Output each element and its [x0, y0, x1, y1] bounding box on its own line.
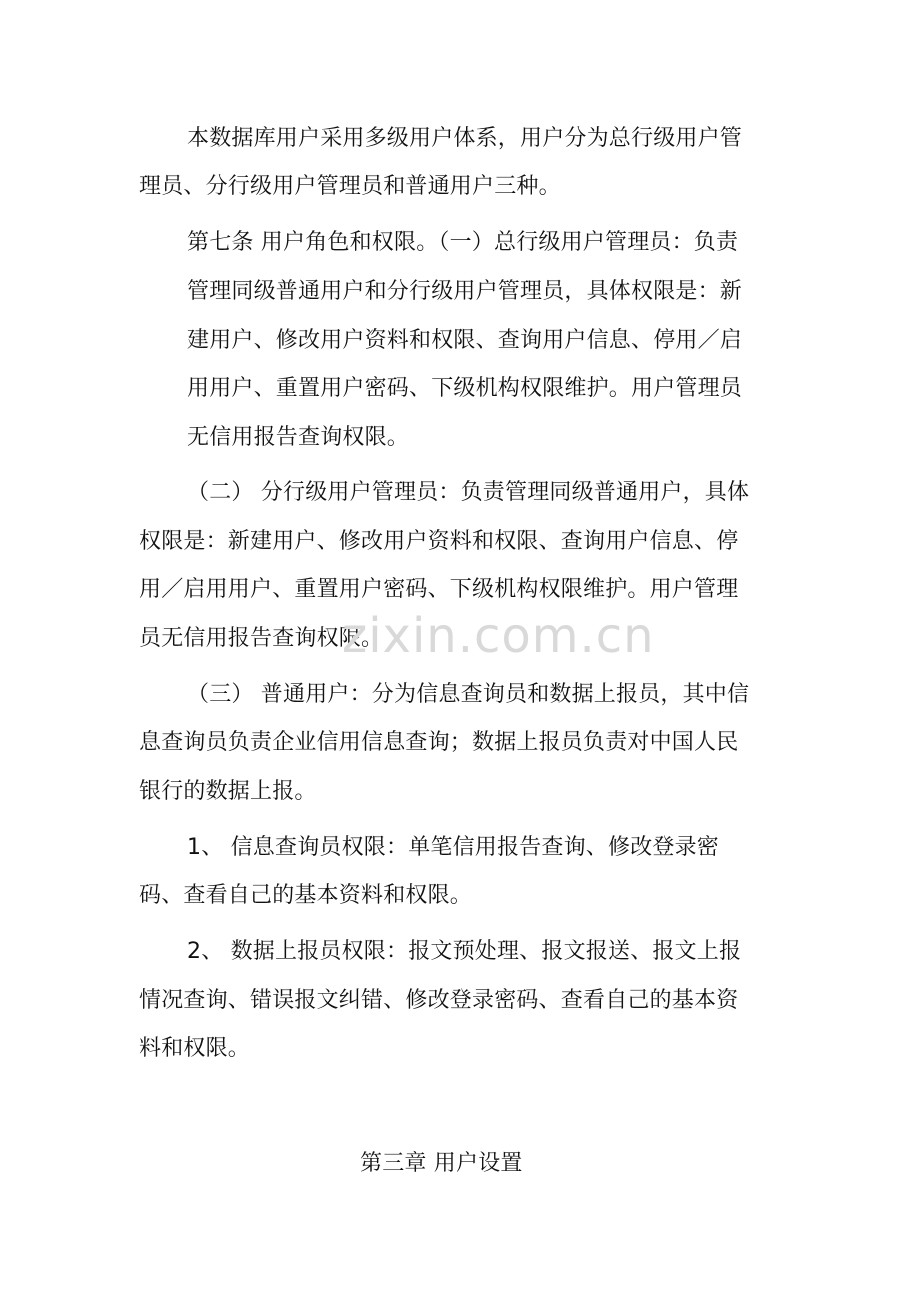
- item-1-line-1: 1、 信息查询员权限：单笔信用报告查询、修改登录密: [187, 835, 719, 860]
- chapter-title: 第三章 用户设置: [360, 1151, 523, 1176]
- section-3-line-2: 息查询员负责企业信用信息查询；数据上报员负责对中国人民: [139, 730, 739, 755]
- article-7-line-4: 用用户、重置用户密码、下级机构权限维护。用户管理员: [187, 376, 743, 401]
- article-7-line-1: 第七条 用户角色和权限。（一）总行级用户管理员：负责: [187, 230, 739, 255]
- article-7-line-5: 无信用报告查询权限。: [187, 425, 410, 450]
- article-7-line-3: 建用户、修改用户资料和权限、查询用户信息、停用／启: [187, 328, 743, 353]
- item-2-line-3: 料和权限。: [139, 1036, 251, 1061]
- item-2-line-1: 2、 数据上报员权限：报文预处理、报文报送、报文上报: [187, 939, 742, 964]
- section-2-line-3: 用／启用用户、重置用户密码、下级机构权限维护。用户管理: [139, 577, 739, 602]
- section-2-line-2: 权限是：新建用户、修改用户资料和权限、查询用户信息、停: [139, 529, 739, 554]
- paragraph-line-2: 理员、分行级用户管理员和普通用户三种。: [139, 174, 561, 199]
- item-2-line-2: 情况查询、错误报文纠错、修改登录密码、查看自己的基本资: [139, 988, 739, 1013]
- paragraph-line-1: 本数据库用户采用多级用户体系，用户分为总行级用户管: [187, 126, 743, 151]
- item-1-line-2: 码、查看自己的基本资料和权限。: [139, 883, 473, 908]
- section-3-line-1: （三） 普通用户：分为信息查询员和数据上报员，其中信: [187, 682, 750, 707]
- section-2-line-4: 员无信用报告查询权限。: [139, 626, 384, 651]
- article-7-line-2: 管理同级普通用户和分行级用户管理员，具体权限是：新: [187, 279, 743, 304]
- section-2-line-1: （二） 分行级用户管理员：负责管理同级普通用户，具体: [187, 480, 750, 505]
- section-3-line-3: 银行的数据上报。: [139, 779, 317, 804]
- watermark: zixin.com.cn: [342, 608, 655, 664]
